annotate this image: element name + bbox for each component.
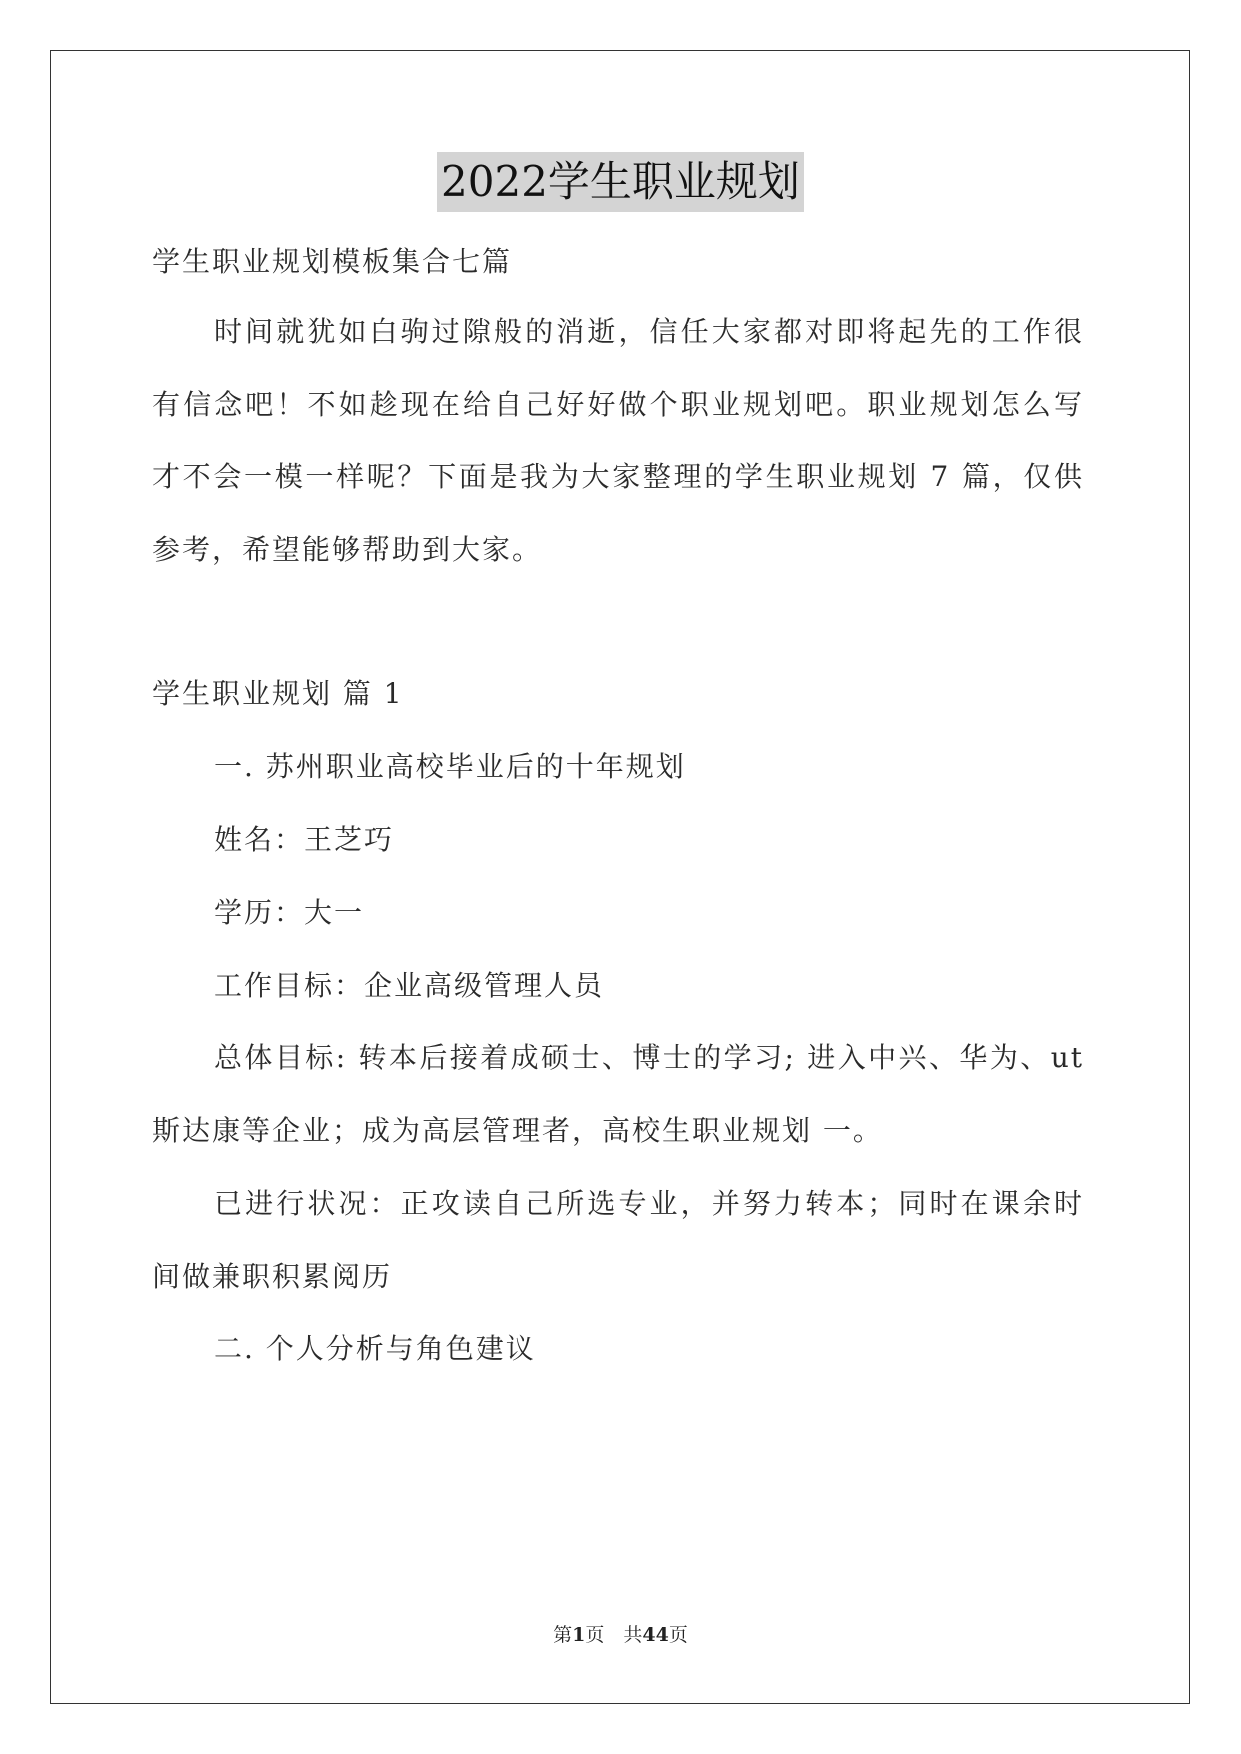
page-border [50,50,1190,1704]
title-container [0,152,1241,212]
intro-line-3: 才不会一模一样呢？下面是我为大家整理的学生职业规划 7 篇，仅供 [152,460,1084,493]
body-line-7: 已进行状况：正攻读自己所选专业，并努力转本；同时在课余时 [214,1187,1084,1220]
footer-suffix: 页 [668,1624,688,1646]
body-line-8: 间做兼职积累阅历 [152,1260,393,1293]
section-heading: 学生职业规划 篇 1 [152,677,404,710]
intro-line-1: 时间就犹如白驹过隙般的消逝，信任大家都对即将起先的工作很 [214,315,1084,348]
body-line-2: 姓名：王芝巧 [214,823,395,856]
body-line-5: 总体目标: 转本后接着成硕士、博士的学习; 进入中兴、华为、ut [214,1041,1084,1074]
footer-page-number: 1 [572,1624,586,1646]
document-subtitle: 学生职业规划模板集合七篇 [152,245,513,278]
body-line-3: 学历：大一 [214,896,365,929]
body-line-1: 一. 苏州职业高校毕业后的十年规划 [214,750,686,783]
page-footer [0,1623,1241,1647]
document-title: 2022学生职业规划 [437,152,804,212]
body-line-9: 二. 个人分析与角色建议 [214,1332,536,1365]
body-line-6: 斯达康等企业；成为高层管理者，高校生职业规划 一。 [152,1114,883,1147]
intro-line-4: 参考，希望能够帮助到大家。 [152,533,543,566]
intro-line-2: 有信念吧！不如趁现在给自己好好做个职业规划吧。职业规划怎么写 [152,388,1084,421]
footer-middle: 页 共 [585,1624,643,1646]
footer-total-pages: 44 [642,1624,669,1646]
body-line-4: 工作目标：企业高级管理人员 [214,969,605,1002]
footer-prefix: 第 [553,1624,573,1646]
